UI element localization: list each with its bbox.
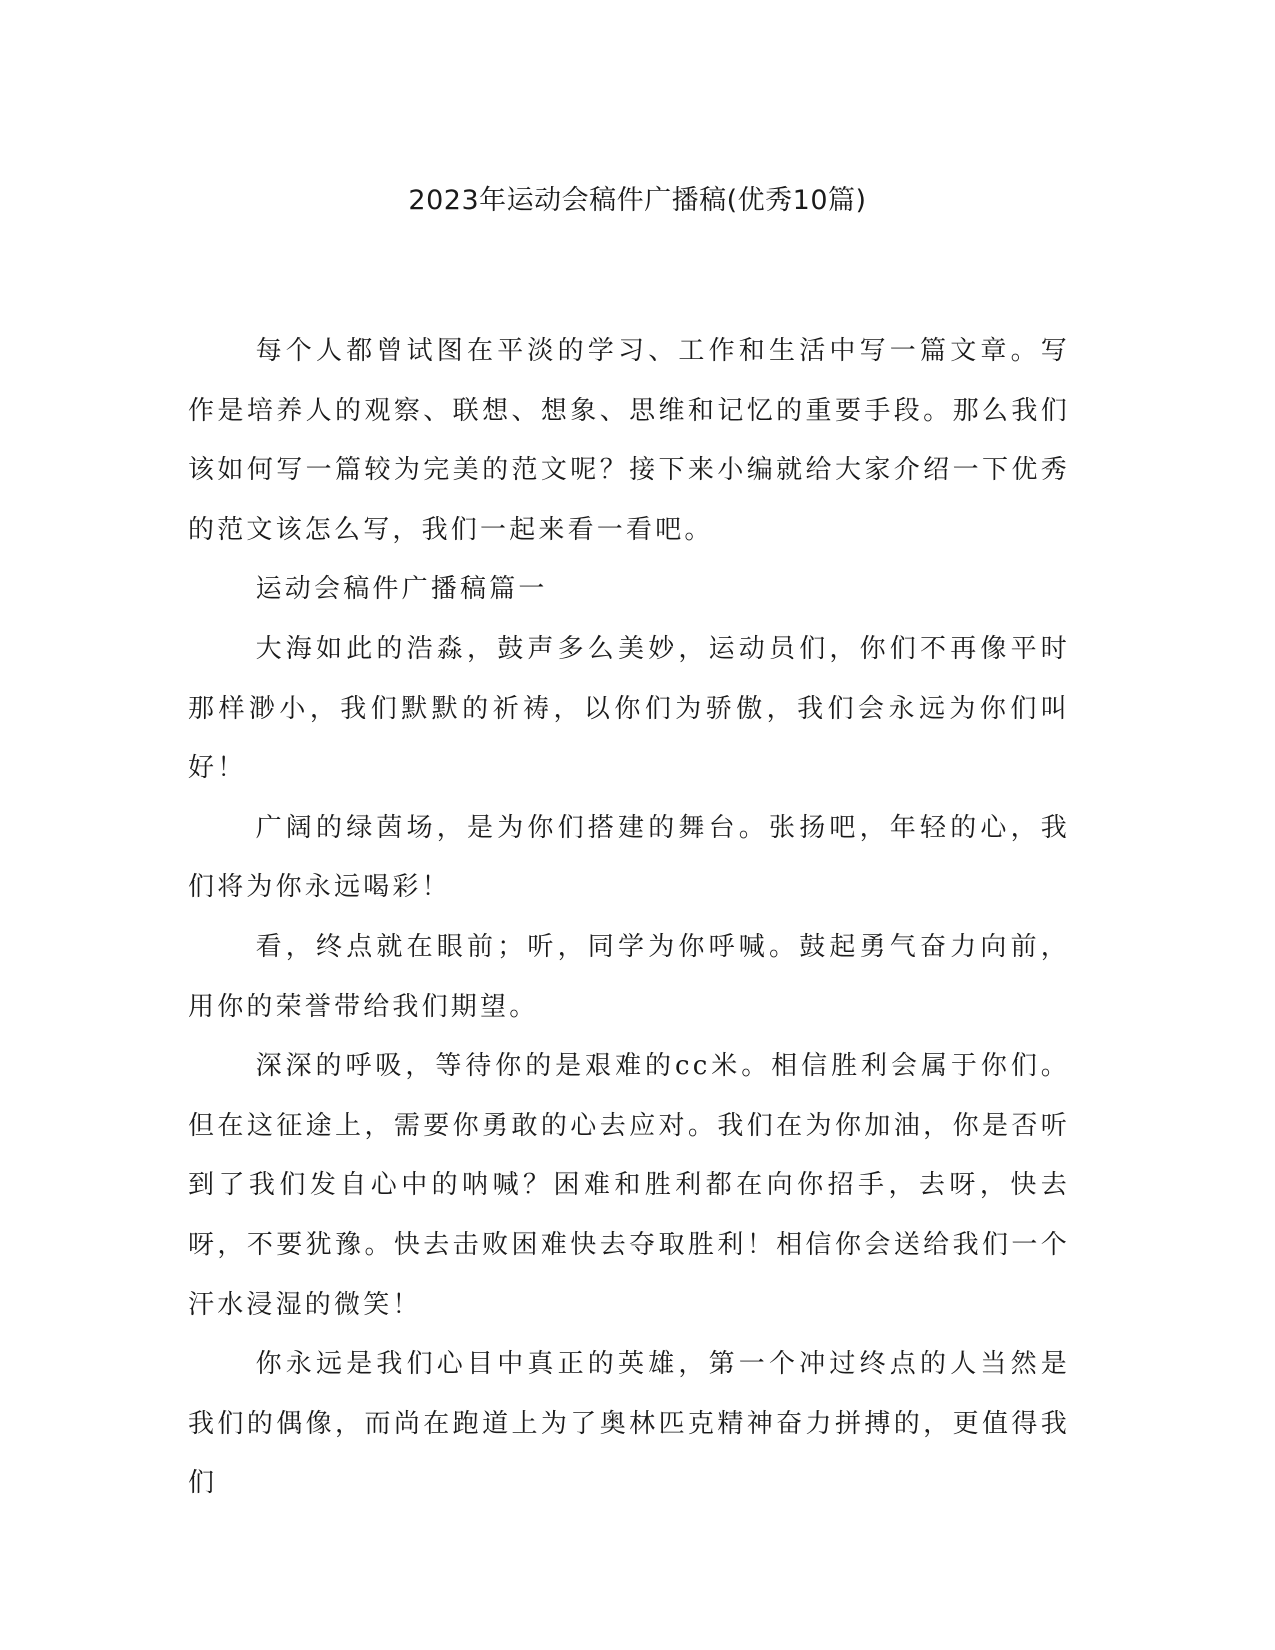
document-title: 2023年运动会稿件广播稿(优秀10篇) <box>408 185 867 216</box>
paragraph: 广阔的绿茵场，是为你们搭建的舞台。张扬吧，年轻的心，我们将为你永远喝彩！ <box>188 812 1070 903</box>
section-heading: 运动会稿件广播稿篇一 <box>255 574 548 605</box>
paragraph-intro: 每个人都曾试图在平淡的学习、工作和生活中写一篇文章。写作是培养人的观察、联想、想象、思维和记忆的重要手段。那么我们该如何写一篇较为完美的范文呢？接下来小编就给大家介绍一下优秀的范文该怎么写，我们一起来看一看吧。 <box>188 336 1070 545</box>
paragraph: 你永远是我们心目中真正的英雄，第一个冲过终点的人当然是我们的偶像，而尚在跑道上为了奥林匹克精神奋力拼搏的，更值得我们 <box>188 1349 1070 1499</box>
document-body <box>188 322 1070 1514</box>
paragraph: 大海如此的浩淼，鼓声多么美妙，运动员们，你们不再像平时那样渺小，我们默默的祈祷，以你们为骄傲，我们会永远为你们叫好！ <box>188 633 1070 784</box>
paragraph: 看，终点就在眼前；听，同学为你呼喊。鼓起勇气奋力向前，用你的荣誉带给我们期望。 <box>188 931 1070 1022</box>
paragraph: 深深的呼吸，等待你的是艰难的cc米。相信胜利会属于你们。但在这征途上，需要你勇敢的心去应对。我们在为你加油，你是否听到了我们发自心中的呐喊？困难和胜利都在向你招手，去呀，快去呀，不要犹豫。快去击败困难快去夺取胜利！相信你会送给我们一个汗水浸湿的微笑！ <box>188 1051 1070 1320</box>
